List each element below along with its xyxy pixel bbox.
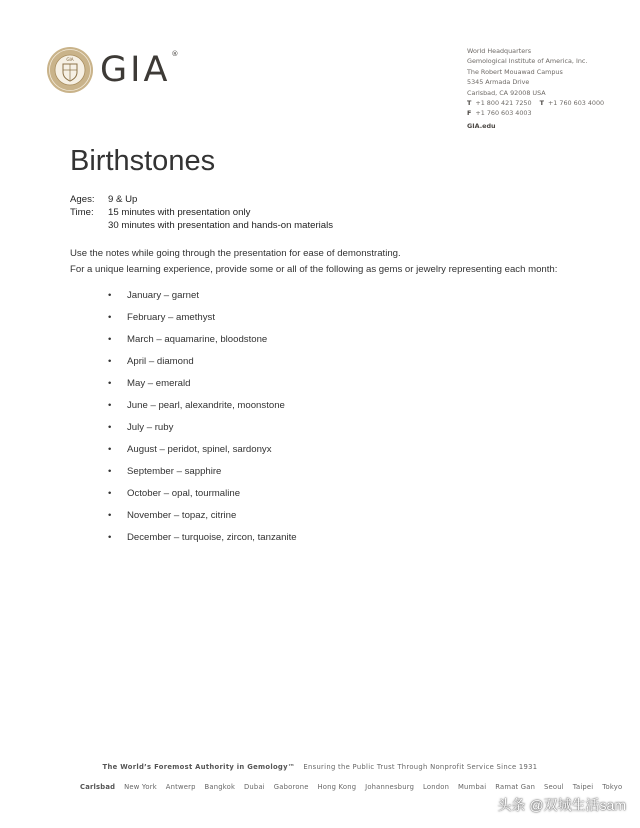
list-item (108, 422, 297, 444)
list-item-text: October – opal, tourmaline (127, 488, 241, 499)
hq-line: Carlsbad, CA 92008 USA (467, 88, 546, 97)
bullet: • (108, 466, 112, 477)
list-item-text: July – ruby (127, 422, 174, 433)
bullet: • (108, 488, 112, 499)
registered-mark: ® (171, 49, 179, 58)
bullet: • (108, 356, 112, 367)
intro-paragraph: For a unique learning experience, provide some or all of the following as gems or jewelry representing each month: (70, 264, 558, 275)
footer-cities (80, 783, 629, 791)
city: New York (124, 783, 157, 791)
city: Seoul (544, 783, 564, 791)
tagline-strong: The World’s Foremost Authority in Gemology™ (102, 763, 295, 771)
city: Hong Kong (317, 783, 357, 791)
ages-value: 9 & Up (108, 194, 138, 205)
city: Antwerp (165, 783, 196, 791)
gia-logo (46, 46, 179, 94)
time-value-1: 15 minutes with presentation only (108, 206, 251, 218)
list-item-text: December – turquoise, zircon, tanzanite (127, 532, 297, 543)
list-item-text: April – diamond (127, 356, 194, 367)
bullet: • (108, 378, 112, 389)
list-item-text: September – sapphire (127, 466, 222, 477)
phone: +1 800 421 7250 (475, 99, 532, 108)
ages-row (70, 194, 333, 207)
website-link[interactable]: GIA.edu (467, 121, 496, 130)
page-title: Birthstones (70, 145, 216, 177)
list-item (108, 444, 297, 466)
tagline-text: Ensuring the Public Trust Through Nonprofit Service Since 1931 (303, 763, 538, 771)
hq-phones (467, 98, 604, 108)
list-item-text: March – aquamarine, bloodstone (127, 334, 268, 345)
hq-line: World Headquarters (467, 47, 532, 55)
time-row (70, 207, 333, 220)
ages-label: Ages: (70, 194, 95, 205)
city: Gaborone (273, 783, 309, 791)
meta-info (70, 194, 333, 232)
list-item-text: February – amethyst (127, 312, 215, 323)
hq-line: The Robert Mouawad Campus (467, 67, 563, 76)
city: London (422, 783, 450, 791)
seal-text: GIA (66, 57, 74, 62)
logo-wordmark (100, 49, 179, 90)
bullet: • (108, 444, 112, 455)
time-row-2 (70, 220, 333, 233)
gia-seal-icon (46, 46, 94, 94)
watermark: 头条 @双城生活sam (497, 797, 626, 813)
hq-line: Gemological Institute of America, Inc. (467, 57, 588, 66)
list-item (108, 488, 297, 510)
list-item (108, 356, 297, 378)
bullet: • (108, 532, 112, 543)
phone2-label: T (539, 99, 544, 108)
hq-address-block (467, 46, 604, 131)
city: Mumbai (457, 783, 487, 791)
logo-text: GIA (100, 49, 171, 90)
list-item-text: May – emerald (127, 378, 191, 389)
city: Taipei (572, 783, 594, 791)
phone-label: T (467, 99, 472, 108)
bullet: • (108, 290, 112, 301)
city: Tokyo (602, 783, 623, 791)
list-item-text: August – peridot, spinel, sardonyx (127, 444, 272, 455)
bullet: • (108, 422, 112, 433)
city: Carlsbad (80, 783, 116, 791)
list-item (108, 290, 297, 312)
list-item (108, 532, 297, 554)
list-item (108, 466, 297, 488)
hq-fax (467, 108, 604, 118)
bullet: • (108, 400, 112, 411)
list-item (108, 400, 297, 422)
list-item (108, 378, 297, 400)
city: Johannesburg (365, 783, 415, 791)
bullet: • (108, 510, 112, 521)
intro-paragraph: Use the notes while going through the presentation for ease of demonstrating. (70, 248, 401, 259)
intro-text (70, 246, 557, 278)
list-item (108, 334, 297, 356)
city: Bangkok (204, 783, 236, 791)
list-item-text: January – garnet (127, 290, 199, 301)
list-item-text: November – topaz, citrine (127, 510, 237, 521)
bullet: • (108, 312, 112, 323)
list-item (108, 510, 297, 532)
time-label: Time: (70, 206, 94, 218)
city: Dubai (243, 783, 265, 791)
hq-line: 5345 Armada Drive (467, 78, 530, 87)
fax-label: F (467, 109, 472, 118)
city: Ramat Gan (495, 783, 536, 791)
list-item (108, 312, 297, 334)
phone2: +1 760 603 4000 (547, 99, 605, 108)
time-value-2: 30 minutes with presentation and hands-on materials (108, 219, 334, 231)
fax: +1 760 603 4003 (475, 109, 532, 118)
birthstone-list (108, 290, 297, 554)
bullet: • (108, 334, 112, 345)
list-item-text: June – pearl, alexandrite, moonstone (127, 400, 285, 411)
footer-tagline (0, 763, 640, 771)
